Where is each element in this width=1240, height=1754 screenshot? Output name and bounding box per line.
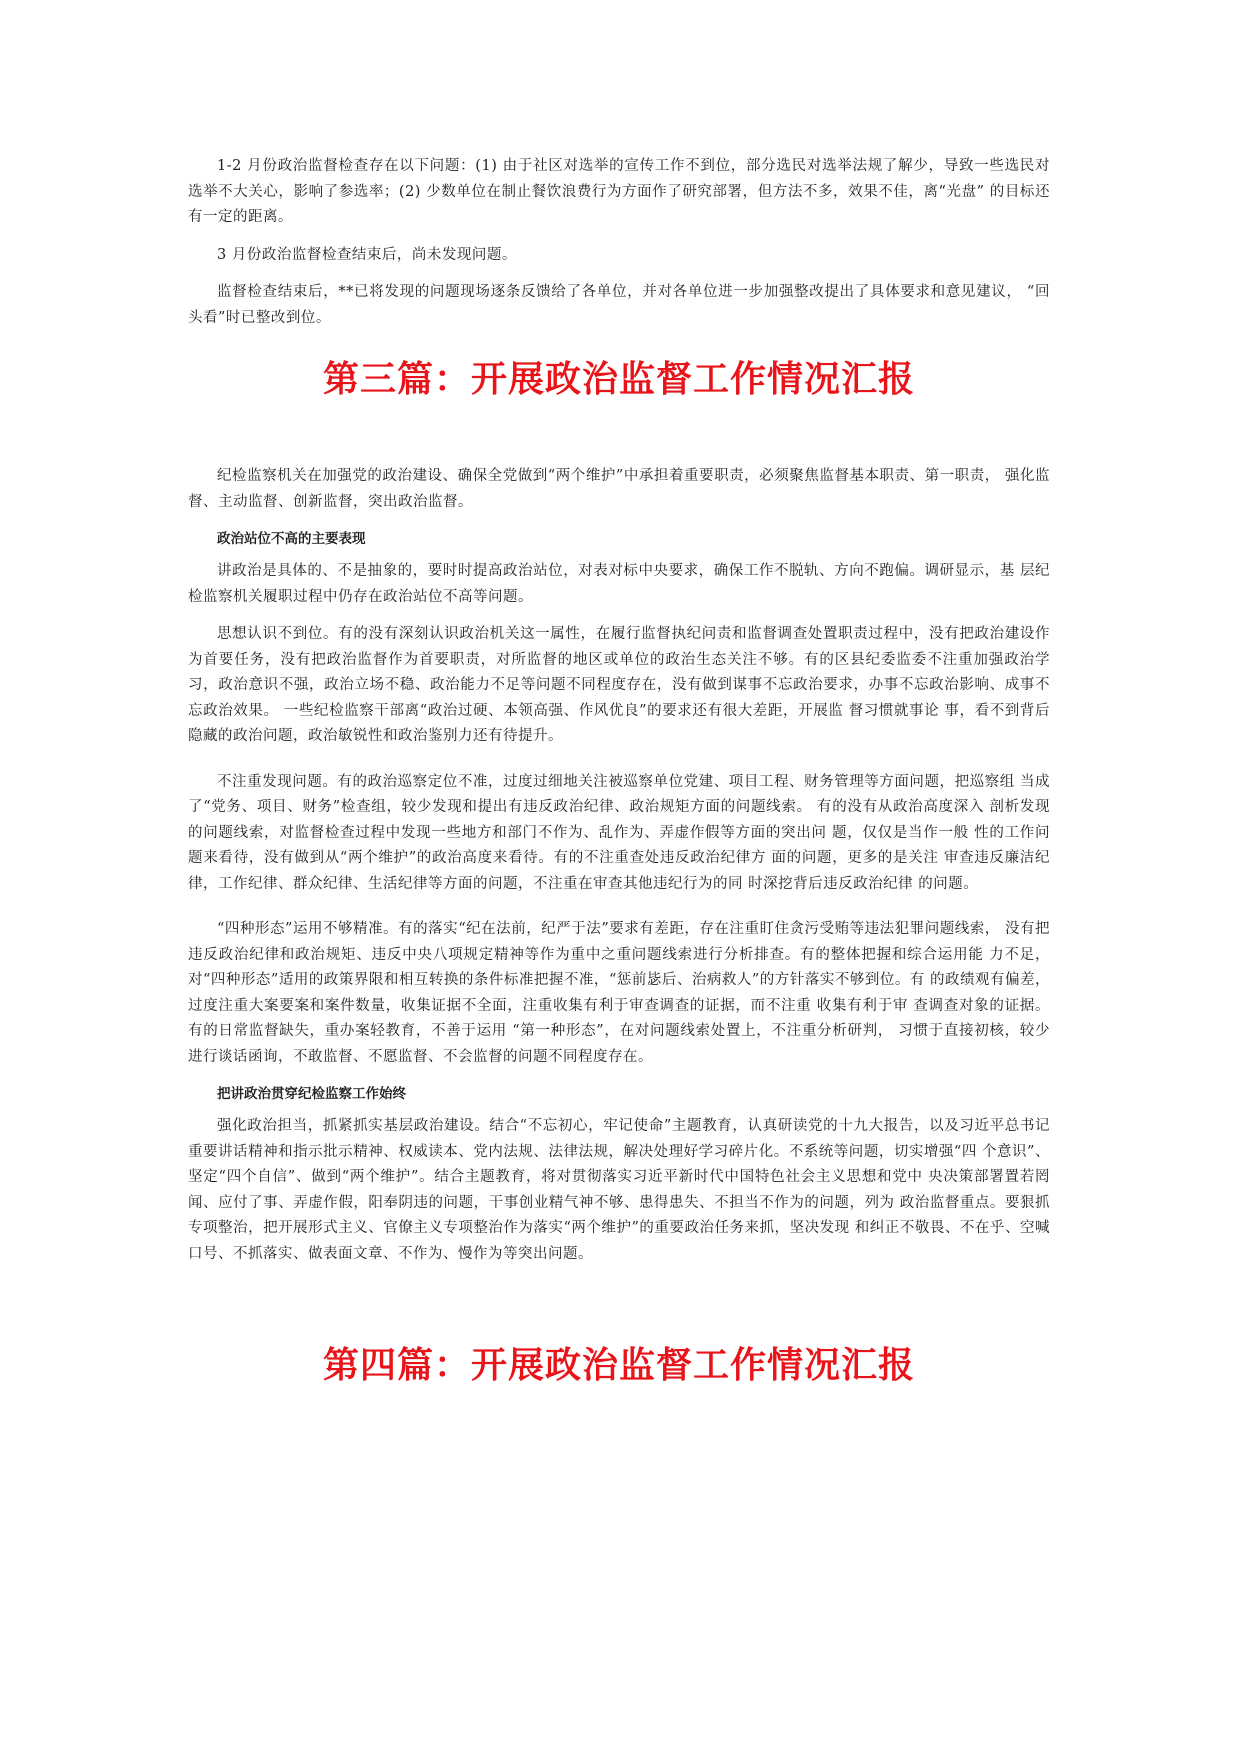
- document-page: [188, 154, 1050, 1388]
- subheading: 政治站位不高的主要表现: [217, 531, 366, 547]
- paragraph: 监督检查结束后，**已将发现的问题现场逐条反馈给了各单位，并对各单位进一步加强整改提出了具体要求和意见建议， “回头看”时已整改到位。: [188, 284, 1050, 326]
- paragraph: 思想认识不到位。有的没有深刻认识政治机关这一属性，在履行监督执纪问责和监督调查处置职责过程中，没有把政治建设作为首要任务，没有把政治监督作为首要职责，对所监督的地区或单位的政治生态关注不够。有的区县纪委监委不注重加强政治学习，政治意识不强，政治立场不稳、政治能力不足等问题不同程度存在，没有做到谋事不忘政治要求，办事不忘政治影响、成事不忘政治效果。 一些纪检监察干部离“政治过硬、本领高强、作风优良”的要求还有很大差距，开展监 督习惯就事论 事，看不到背后隐藏的政治问题，政治敏锐性和政治鉴别力还有待提升。: [188, 626, 1050, 744]
- section-heading-3: 第三篇：开展政治监督工作情况汇报: [322, 359, 915, 400]
- paragraph: “四种形态”运用不够精准。有的落实“纪在法前，纪严于法”要求有差距，存在注重盯住贪污受贿等违法犯罪问题线索， 没有把违反政治纪律和政治规矩、违反中央八项规定精神等作为重中之重问题线索进行分析排查。有的整体把握和综合运用能 力不足，对“四种形态”适用的政策界限和相互转换的条件标准把握不准，“惩前毖后、治病救人”的方针落实不够到位。有 的政绩观有偏差，过度注重大案要案和案件数量，收集证据不全面，注重收集有利于审查调查的证据，而不注重 收集有利于审 查调查对象的证据。有的日常监督缺失，重办案轻教育，不善于运用 “第一种形态”，在对问题线索处置上，不注重分析研判， 习惯于直接初核，较少进行谈话函询，不敢监督、不愿监督、不会监督的问题不同程度存在。: [188, 921, 1050, 1065]
- paragraph: 3 月份政治监督检查结束后，尚未发现问题。: [217, 246, 517, 263]
- paragraph: 强化政治担当，抓紧抓实基层政治建设。结合“不忘初心，牢记使命”主题教育，认真研读党的十九大报告，以及习近平总书记重要讲话精神和指示批示精神、权威读本、党内法规、法律法规，解决处理好学习碎片化。不系统等问题，切实增强“四 个意识”、坚定“四个自信”、做到“两个维护”。结合主题教育，将对贯彻落实习近平新时代中国特色社会主义思想和党中 央决策部署置若罔闻、应付了事、弄虚作假，阳奉阴违的问题，干事创业精气神不够、患得患失、不担当不作为的问题，列为 政治监督重点。要狠抓专项整治，把开展形式主义、官僚主义专项整治作为落实“两个维护”的重要政治任务来抓，坚决发现 和纠正不敬畏、不在乎、空喊口号、不抓落实、做表面文章、不作为、慢作为等突出问题。: [188, 1118, 1050, 1262]
- paragraph: 不注重发现问题。有的政治巡察定位不准，过度过细地关注被巡察单位党建、项目工程、财务管理等方面问题，把巡察组 当成了“党务、项目、财务”检查组，较少发现和提出有违反政治纪律、政治规矩方面的问题线索。 有的没有从政治高度深入 剖析发现的问题线索，对监督检查过程中发现一些地方和部门不作为、乱作为、弄虚作假等方面的突出问 题，仅仅是当作一般 性的工作问题来看待，没有做到从“两个维护”的政治高度来看待。有的不注重查处违反政治纪律方 面的问题，更多的是关注 审查违反廉洁纪律，工作纪律、群众纪律、生活纪律等方面的问题，不注重在审查其他违纪行为的同 时深挖背后违反政治纪律 的问题。: [188, 773, 1050, 892]
- paragraph: 讲政治是具体的、不是抽象的，要时时提高政治站位，对表对标中央要求，确保工作不脱轨、方向不跑偏。调研显示，基 层纪检监察机关履职过程中仍存在政治站位不高等问题。: [188, 563, 1050, 605]
- subheading: 把讲政治贯穿纪检监察工作始终: [217, 1086, 406, 1102]
- paragraph: 1-2 月份政治监督检查存在以下问题：(1) 由于社区对选举的宣传工作不到位，部分选民对选举法规了解少，导致一些选民对选举不大关心，影响了参选率；(2) 少数单位在制止餐饮浪费行为方面作了研究部署，但方法不多，效果不佳，离“光盘” 的目标还有一定的距离。: [188, 158, 1050, 225]
- paragraph: 纪检监察机关在加强党的政治建设、确保全党做到“两个维护”中承担着重要职责，必须聚焦监督基本职责、第一职责， 强化监督、主动监督、创新监督，突出政治监督。: [188, 468, 1050, 510]
- section-heading-4: 第四篇：开展政治监督工作情况汇报: [322, 1345, 915, 1386]
